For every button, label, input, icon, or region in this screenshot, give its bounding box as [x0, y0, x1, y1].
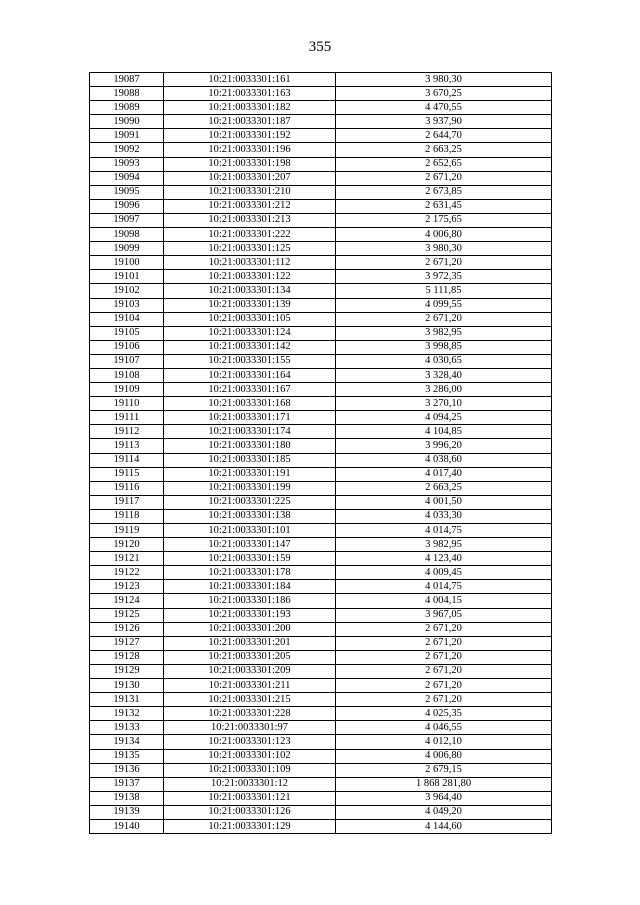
value-cell: 3 670,25 [336, 87, 552, 101]
value-cell: 2 671,20 [336, 622, 552, 636]
row-number-cell: 19135 [90, 749, 164, 763]
table-row [90, 411, 552, 425]
row-number-cell: 19138 [90, 791, 164, 805]
value-cell: 4 017,40 [336, 467, 552, 481]
cadastral-number-cell: 10:21:0033301:178 [164, 566, 336, 580]
table-row [90, 368, 552, 382]
table-row [90, 340, 552, 354]
table-row [90, 467, 552, 481]
value-cell: 4 001,50 [336, 495, 552, 509]
value-cell: 4 470,55 [336, 101, 552, 115]
row-number-cell: 19123 [90, 580, 164, 594]
table-row [90, 171, 552, 185]
cadastral-number-cell: 10:21:0033301:129 [164, 819, 336, 833]
table-row [90, 157, 552, 171]
table-row [90, 495, 552, 509]
value-cell: 2 671,20 [336, 171, 552, 185]
row-number-cell: 19112 [90, 425, 164, 439]
value-cell: 3 996,20 [336, 439, 552, 453]
row-number-cell: 19107 [90, 354, 164, 368]
row-number-cell: 19105 [90, 326, 164, 340]
table-row [90, 721, 552, 735]
row-number-cell: 19126 [90, 622, 164, 636]
table-row [90, 679, 552, 693]
value-cell: 4 104,85 [336, 425, 552, 439]
cadastral-number-cell: 10:21:0033301:123 [164, 735, 336, 749]
table-row [90, 73, 552, 87]
row-number-cell: 19131 [90, 693, 164, 707]
value-cell: 2 679,15 [336, 763, 552, 777]
row-number-cell: 19116 [90, 481, 164, 495]
value-cell: 2 671,20 [336, 664, 552, 678]
row-number-cell: 19129 [90, 664, 164, 678]
row-number-cell: 19115 [90, 467, 164, 481]
table-row [90, 143, 552, 157]
cadastral-number-cell: 10:21:0033301:161 [164, 73, 336, 87]
row-number-cell: 19125 [90, 608, 164, 622]
table-row [90, 693, 552, 707]
table-row [90, 115, 552, 129]
cadastral-number-cell: 10:21:0033301:186 [164, 594, 336, 608]
row-number-cell: 19100 [90, 256, 164, 270]
row-number-cell: 19124 [90, 594, 164, 608]
cadastral-number-cell: 10:21:0033301:225 [164, 495, 336, 509]
cadastral-number-cell: 10:21:0033301:142 [164, 340, 336, 354]
table-row [90, 664, 552, 678]
cadastral-number-cell: 10:21:0033301:215 [164, 693, 336, 707]
cadastral-number-cell: 10:21:0033301:198 [164, 157, 336, 171]
cadastral-number-cell: 10:21:0033301:196 [164, 143, 336, 157]
row-number-cell: 19128 [90, 650, 164, 664]
row-number-cell: 19127 [90, 636, 164, 650]
row-number-cell: 19134 [90, 735, 164, 749]
cadastral-number-cell: 10:21:0033301:212 [164, 199, 336, 213]
row-number-cell: 19095 [90, 185, 164, 199]
row-number-cell: 19092 [90, 143, 164, 157]
table-row [90, 284, 552, 298]
row-number-cell: 19106 [90, 340, 164, 354]
row-number-cell: 19136 [90, 763, 164, 777]
value-cell: 3 270,10 [336, 397, 552, 411]
table-row [90, 580, 552, 594]
cadastral-number-cell: 10:21:0033301:101 [164, 524, 336, 538]
value-cell: 3 328,40 [336, 368, 552, 382]
table-row [90, 228, 552, 242]
table-row [90, 594, 552, 608]
value-cell: 2 663,25 [336, 481, 552, 495]
table-row [90, 453, 552, 467]
table-row [90, 312, 552, 326]
row-number-cell: 19093 [90, 157, 164, 171]
row-number-cell: 19099 [90, 242, 164, 256]
table-row [90, 552, 552, 566]
table-body [90, 73, 552, 834]
table-row [90, 566, 552, 580]
cadastral-number-cell: 10:21:0033301:124 [164, 326, 336, 340]
value-cell: 4 099,55 [336, 298, 552, 312]
table-row [90, 777, 552, 791]
cadastral-number-cell: 10:21:0033301:167 [164, 383, 336, 397]
table-row [90, 538, 552, 552]
table-row [90, 650, 552, 664]
table-row [90, 101, 552, 115]
value-cell: 1 868 281,80 [336, 777, 552, 791]
table-row [90, 199, 552, 213]
row-number-cell: 19122 [90, 566, 164, 580]
cadastral-number-cell: 10:21:0033301:134 [164, 284, 336, 298]
row-number-cell: 19108 [90, 368, 164, 382]
value-cell: 2 671,20 [336, 650, 552, 664]
cadastral-number-cell: 10:21:0033301:122 [164, 270, 336, 284]
table-row [90, 622, 552, 636]
row-number-cell: 19110 [90, 397, 164, 411]
value-cell: 2 671,20 [336, 312, 552, 326]
row-number-cell: 19137 [90, 777, 164, 791]
cadastral-number-cell: 10:21:0033301:102 [164, 749, 336, 763]
value-cell: 4 033,30 [336, 509, 552, 523]
cadastral-number-cell: 10:21:0033301:171 [164, 411, 336, 425]
cadastral-number-cell: 10:21:0033301:139 [164, 298, 336, 312]
value-cell: 4 004,15 [336, 594, 552, 608]
cadastral-number-cell: 10:21:0033301:121 [164, 791, 336, 805]
value-cell: 4 144,60 [336, 819, 552, 833]
cadastral-number-cell: 10:21:0033301:213 [164, 213, 336, 227]
value-cell: 4 014,75 [336, 580, 552, 594]
cadastral-number-cell: 10:21:0033301:201 [164, 636, 336, 650]
table-row [90, 397, 552, 411]
value-cell: 4 094,25 [336, 411, 552, 425]
cadastral-number-cell: 10:21:0033301:163 [164, 87, 336, 101]
value-cell: 4 012,10 [336, 735, 552, 749]
value-cell: 4 006,80 [336, 749, 552, 763]
cadastral-number-cell: 10:21:0033301:125 [164, 242, 336, 256]
table-row [90, 129, 552, 143]
row-number-cell: 19118 [90, 509, 164, 523]
value-cell: 4 030,65 [336, 354, 552, 368]
cadastral-number-cell: 10:21:0033301:155 [164, 354, 336, 368]
value-cell: 3 972,35 [336, 270, 552, 284]
value-cell: 2 631,45 [336, 199, 552, 213]
row-number-cell: 19111 [90, 411, 164, 425]
table-row [90, 749, 552, 763]
row-number-cell: 19113 [90, 439, 164, 453]
table-row [90, 791, 552, 805]
table-row [90, 326, 552, 340]
cadastral-number-cell: 10:21:0033301:174 [164, 425, 336, 439]
cadastral-number-cell: 10:21:0033301:191 [164, 467, 336, 481]
value-cell: 5 111,85 [336, 284, 552, 298]
value-cell: 4 009,45 [336, 566, 552, 580]
cadastral-number-cell: 10:21:0033301:180 [164, 439, 336, 453]
table-row [90, 819, 552, 833]
value-cell: 4 038,60 [336, 453, 552, 467]
table-row [90, 213, 552, 227]
cadastral-number-cell: 10:21:0033301:200 [164, 622, 336, 636]
row-number-cell: 19102 [90, 284, 164, 298]
row-number-cell: 19140 [90, 819, 164, 833]
row-number-cell: 19096 [90, 199, 164, 213]
value-cell: 4 123,40 [336, 552, 552, 566]
row-number-cell: 19132 [90, 707, 164, 721]
table-row [90, 608, 552, 622]
row-number-cell: 19133 [90, 721, 164, 735]
cadastral-number-cell: 10:21:0033301:126 [164, 805, 336, 819]
cadastral-number-cell: 10:21:0033301:209 [164, 664, 336, 678]
row-number-cell: 19114 [90, 453, 164, 467]
row-number-cell: 19119 [90, 524, 164, 538]
row-number-cell: 19097 [90, 213, 164, 227]
cadastral-number-cell: 10:21:0033301:185 [164, 453, 336, 467]
table-row [90, 425, 552, 439]
table-row [90, 256, 552, 270]
table-row [90, 354, 552, 368]
page-number: 355 [308, 39, 332, 55]
cadastral-number-cell: 10:21:0033301:211 [164, 679, 336, 693]
value-cell: 2 671,20 [336, 636, 552, 650]
table-row [90, 87, 552, 101]
table-row [90, 763, 552, 777]
value-cell: 4 049,20 [336, 805, 552, 819]
value-cell: 4 006,80 [336, 228, 552, 242]
cadastral-number-cell: 10:21:0033301:199 [164, 481, 336, 495]
value-cell: 2 663,25 [336, 143, 552, 157]
table-row [90, 185, 552, 199]
row-number-cell: 19087 [90, 73, 164, 87]
value-cell: 2 673,85 [336, 185, 552, 199]
row-number-cell: 19117 [90, 495, 164, 509]
row-number-cell: 19104 [90, 312, 164, 326]
cadastral-number-cell: 10:21:0033301:193 [164, 608, 336, 622]
table-row [90, 270, 552, 284]
table-row [90, 481, 552, 495]
table-row [90, 242, 552, 256]
row-number-cell: 19089 [90, 101, 164, 115]
cadastral-number-cell: 10:21:0033301:210 [164, 185, 336, 199]
cadastral-number-cell: 10:21:0033301:184 [164, 580, 336, 594]
cadastral-number-cell: 10:21:0033301:187 [164, 115, 336, 129]
row-number-cell: 19103 [90, 298, 164, 312]
table-row [90, 509, 552, 523]
table-row [90, 636, 552, 650]
value-cell: 3 980,30 [336, 73, 552, 87]
value-cell: 3 980,30 [336, 242, 552, 256]
value-cell: 3 286,00 [336, 383, 552, 397]
cadastral-number-cell: 10:21:0033301:192 [164, 129, 336, 143]
value-cell: 3 998,85 [336, 340, 552, 354]
row-number-cell: 19121 [90, 552, 164, 566]
cadastral-number-cell: 10:21:0033301:97 [164, 721, 336, 735]
table-row [90, 439, 552, 453]
table-row [90, 524, 552, 538]
cadastral-number-cell: 10:21:0033301:12 [164, 777, 336, 791]
data-table [89, 72, 552, 834]
value-cell: 3 964,40 [336, 791, 552, 805]
cadastral-number-cell: 10:21:0033301:182 [164, 101, 336, 115]
value-cell: 2 671,20 [336, 693, 552, 707]
table-row [90, 735, 552, 749]
row-number-cell: 19130 [90, 679, 164, 693]
table-row [90, 707, 552, 721]
cadastral-number-cell: 10:21:0033301:207 [164, 171, 336, 185]
value-cell: 2 671,20 [336, 679, 552, 693]
cadastral-number-cell: 10:21:0033301:222 [164, 228, 336, 242]
value-cell: 2 175,65 [336, 213, 552, 227]
value-cell: 4 046,55 [336, 721, 552, 735]
row-number-cell: 19091 [90, 129, 164, 143]
value-cell: 3 937,90 [336, 115, 552, 129]
cadastral-number-cell: 10:21:0033301:112 [164, 256, 336, 270]
row-number-cell: 19109 [90, 383, 164, 397]
value-cell: 2 671,20 [336, 256, 552, 270]
row-number-cell: 19094 [90, 171, 164, 185]
value-cell: 4 025,35 [336, 707, 552, 721]
table-row [90, 383, 552, 397]
cadastral-number-cell: 10:21:0033301:105 [164, 312, 336, 326]
row-number-cell: 19098 [90, 228, 164, 242]
value-cell: 3 982,95 [336, 326, 552, 340]
row-number-cell: 19101 [90, 270, 164, 284]
cadastral-number-cell: 10:21:0033301:109 [164, 763, 336, 777]
value-cell: 3 967,05 [336, 608, 552, 622]
cadastral-number-cell: 10:21:0033301:147 [164, 538, 336, 552]
table-row [90, 805, 552, 819]
row-number-cell: 19120 [90, 538, 164, 552]
cadastral-number-cell: 10:21:0033301:228 [164, 707, 336, 721]
value-cell: 3 982,95 [336, 538, 552, 552]
cadastral-number-cell: 10:21:0033301:205 [164, 650, 336, 664]
value-cell: 2 652,65 [336, 157, 552, 171]
row-number-cell: 19088 [90, 87, 164, 101]
value-cell: 2 644,70 [336, 129, 552, 143]
row-number-cell: 19090 [90, 115, 164, 129]
cadastral-number-cell: 10:21:0033301:138 [164, 509, 336, 523]
cadastral-number-cell: 10:21:0033301:168 [164, 397, 336, 411]
row-number-cell: 19139 [90, 805, 164, 819]
cadastral-number-cell: 10:21:0033301:164 [164, 368, 336, 382]
value-cell: 4 014,75 [336, 524, 552, 538]
table-row [90, 298, 552, 312]
cadastral-number-cell: 10:21:0033301:159 [164, 552, 336, 566]
